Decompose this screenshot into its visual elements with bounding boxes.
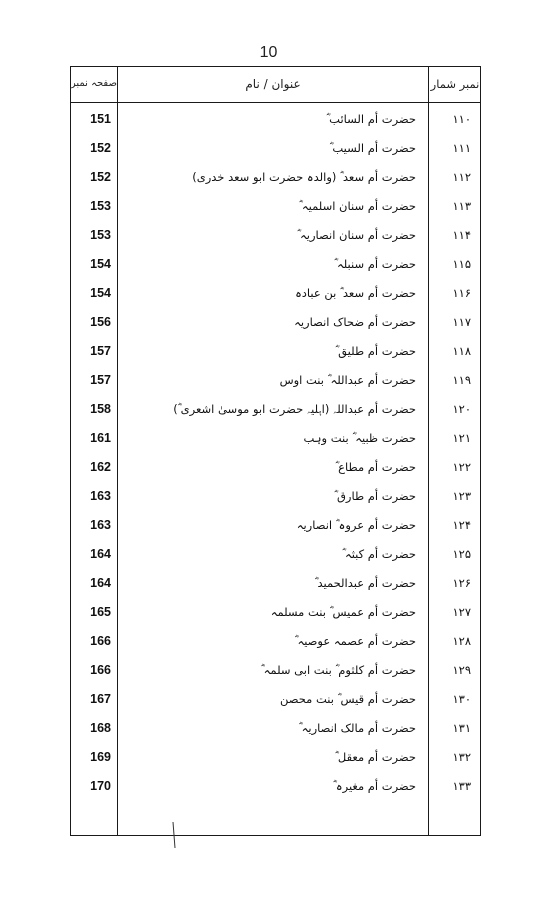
table-row bbox=[71, 163, 480, 192]
entry-page: 168 bbox=[90, 721, 111, 735]
entry-serial: ۱۲۳ bbox=[452, 489, 471, 503]
entry-serial: ۱۱۶ bbox=[452, 286, 471, 300]
contents-table bbox=[70, 66, 481, 836]
entry-title: حضرت أم ضحاک انصاریہ bbox=[294, 315, 416, 329]
entry-page: 152 bbox=[90, 141, 111, 155]
table-row bbox=[71, 221, 480, 250]
table-row bbox=[71, 743, 480, 772]
table-row bbox=[71, 482, 480, 511]
table-row bbox=[71, 772, 480, 801]
entry-page: 163 bbox=[90, 518, 111, 532]
entry-page: 165 bbox=[90, 605, 111, 619]
entry-page: 157 bbox=[90, 373, 111, 387]
entry-title: حضرت أم السائب ؓ bbox=[326, 112, 416, 126]
entry-page: 166 bbox=[90, 663, 111, 677]
entry-serial: ۱۲۶ bbox=[452, 576, 471, 590]
entry-page: 154 bbox=[90, 286, 111, 300]
table-row bbox=[71, 714, 480, 743]
entry-title: حضرت ظبیہ ؓ بنت وہب bbox=[303, 431, 416, 445]
entry-page: 157 bbox=[90, 344, 111, 358]
entry-page: 153 bbox=[90, 228, 111, 242]
entry-title: حضرت أم کبثہ ؓ bbox=[342, 547, 416, 561]
entry-title: حضرت أم عبدالحمید ؓ bbox=[314, 576, 416, 590]
table-row bbox=[71, 250, 480, 279]
entry-serial: ۱۲۱ bbox=[452, 431, 471, 445]
table-row bbox=[71, 395, 480, 424]
pen-stroke-mark bbox=[172, 822, 176, 848]
table-row bbox=[71, 569, 480, 598]
entry-serial: ۱۲۲ bbox=[452, 460, 471, 474]
entry-serial: ۱۱۴ bbox=[452, 228, 471, 242]
entry-title: حضرت أم قیس ؓ بنت محصن bbox=[280, 692, 416, 706]
entry-title: حضرت أم سنان انصاریہ ؓ bbox=[297, 228, 416, 242]
header-serial-number: نمبر شمار bbox=[430, 77, 480, 91]
table-row bbox=[71, 279, 480, 308]
entry-page: 164 bbox=[90, 547, 111, 561]
entry-title: حضرت أم کلثوم ؓ بنت ابی سلمہ ؓ bbox=[260, 663, 416, 677]
table-row bbox=[71, 337, 480, 366]
entry-page: 154 bbox=[90, 257, 111, 271]
table-row bbox=[71, 192, 480, 221]
entry-title: حضرت أم مالک انصاریہ ؓ bbox=[298, 721, 416, 735]
entry-title: حضرت أم مطاع ؓ bbox=[335, 460, 416, 474]
entry-serial: ۱۲۵ bbox=[452, 547, 471, 561]
entry-serial: ۱۳۲ bbox=[452, 750, 471, 764]
entry-title: حضرت أم عمیس ؓ بنت مسلمہ bbox=[270, 605, 416, 619]
table-row bbox=[71, 627, 480, 656]
table-row bbox=[71, 598, 480, 627]
entry-page: 162 bbox=[90, 460, 111, 474]
entry-title: حضرت أم طارق ؓ bbox=[334, 489, 416, 503]
entry-serial: ۱۲۸ bbox=[452, 634, 471, 648]
entry-title: حضرت أم طلیق ؓ bbox=[335, 344, 416, 358]
table-row bbox=[71, 366, 480, 395]
table-header bbox=[71, 67, 480, 103]
entry-serial: ۱۲۰ bbox=[452, 402, 471, 416]
entry-title: حضرت أم معقل ؓ bbox=[335, 750, 416, 764]
table-row bbox=[71, 308, 480, 337]
entry-page: 158 bbox=[90, 402, 111, 416]
entry-serial: ۱۳۱ bbox=[452, 721, 471, 735]
entry-page: 156 bbox=[90, 315, 111, 329]
table-row bbox=[71, 685, 480, 714]
entry-serial: ۱۱۲ bbox=[452, 170, 471, 184]
entry-serial: ۱۳۰ bbox=[452, 692, 471, 706]
entry-serial: ۱۱۸ bbox=[452, 344, 471, 358]
entry-serial: ۱۲۹ bbox=[452, 663, 471, 677]
entry-serial: ۱۳۳ bbox=[452, 779, 471, 793]
header-page-number: صفحہ نمبر bbox=[71, 78, 117, 89]
entry-page: 164 bbox=[90, 576, 111, 590]
entry-serial: ۱۱۱ bbox=[452, 141, 471, 155]
table-row bbox=[71, 424, 480, 453]
table-body bbox=[71, 105, 480, 801]
entry-serial: ۱۱۵ bbox=[452, 257, 471, 271]
entry-serial: ۱۲۴ bbox=[452, 518, 471, 532]
entry-title: حضرت أم السیب ؓ bbox=[329, 141, 416, 155]
page-number: 10 bbox=[259, 44, 278, 61]
entry-title: حضرت أم عروہ ؓ انصاریہ bbox=[296, 518, 416, 532]
entry-title: حضرت أم سعد ؓ بن عبادہ bbox=[295, 286, 416, 300]
entry-serial: ۱۱۷ bbox=[452, 315, 471, 329]
entry-serial: ۱۱۳ bbox=[452, 199, 471, 213]
entry-serial: ۱۱۰ bbox=[452, 112, 471, 126]
entry-page: 161 bbox=[90, 431, 111, 445]
entry-title: حضرت أم سنبلہ ؓ bbox=[334, 257, 416, 271]
table-row bbox=[71, 453, 480, 482]
entry-page: 170 bbox=[90, 779, 111, 793]
entry-page: 153 bbox=[90, 199, 111, 213]
entry-page: 166 bbox=[90, 634, 111, 648]
table-row bbox=[71, 511, 480, 540]
entry-title: حضرت أم سعد ؓ (والدہ حضرت ابو سعد خدری) bbox=[192, 170, 416, 184]
entry-title: حضرت أم مغیرہ ؓ bbox=[332, 779, 416, 793]
entry-page: 169 bbox=[90, 750, 111, 764]
entry-page: 151 bbox=[90, 112, 111, 126]
entry-title: حضرت أم عصمہ عوصیہ ؓ bbox=[294, 634, 416, 648]
table-row bbox=[71, 134, 480, 163]
header-title: عنوان / نام bbox=[245, 77, 301, 91]
entry-title: حضرت أم عبداللہ (اہلیہ حضرت ابو موسیٰ اشعری ؓ) bbox=[173, 402, 416, 416]
entry-title: حضرت أم سنان اسلمیہ ؓ bbox=[299, 199, 416, 213]
table-row bbox=[71, 656, 480, 685]
entry-serial: ۱۱۹ bbox=[452, 373, 471, 387]
table-row bbox=[71, 540, 480, 569]
entry-page: 152 bbox=[90, 170, 111, 184]
entry-title: حضرت أم عبداللہ ؓ بنت اوس bbox=[279, 373, 416, 387]
table-row bbox=[71, 105, 480, 134]
entry-page: 163 bbox=[90, 489, 111, 503]
entry-serial: ۱۲۷ bbox=[452, 605, 471, 619]
entry-page: 167 bbox=[90, 692, 111, 706]
